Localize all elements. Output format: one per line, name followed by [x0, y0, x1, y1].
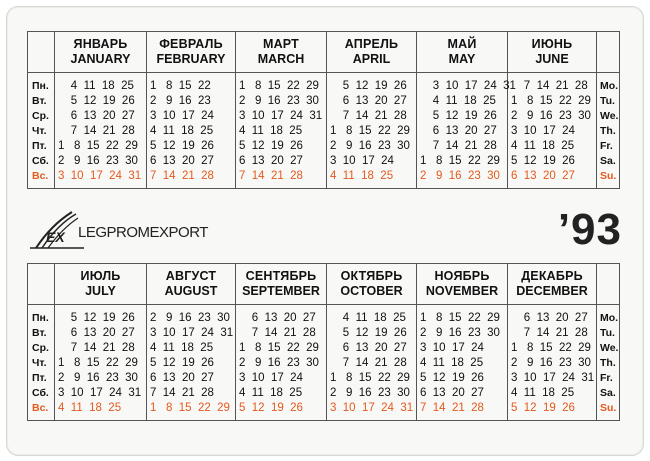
month-header-june: ИЮНЬ JUNE — [508, 32, 597, 73]
calendar-grid-top — [27, 31, 620, 189]
brand-name: LEGPROMEXPORT — [78, 224, 208, 241]
corner-cell — [597, 32, 620, 73]
month-header-april: АПРЕЛЬ APRIL — [327, 32, 417, 73]
corner-cell — [597, 264, 620, 305]
corner-cell — [28, 264, 55, 305]
weekday-labels-en: Mo. Tu. We. Th. Fr. Sa. Su. — [597, 73, 620, 189]
calendar-grid-bottom — [27, 263, 620, 421]
month-days-september: 6 13 20 27 7 14 21 28 1 8 15 22 29 2 9 16 23 30 3 10 17 24 4 11 18 25 5 12 19 26 — [236, 305, 327, 421]
month-header-august: АВГУСТ AUGUST — [147, 264, 236, 305]
month-days-march: 1 8 15 22 29 2 9 16 23 30 3 10 17 24 31 4 11 18 25 5 12 19 26 6 13 20 27 7 14 21 28 — [236, 73, 327, 189]
corner-cell — [28, 32, 55, 73]
month-days-may: 3 10 17 24 31 4 11 18 25 5 12 19 26 6 13 20 27 7 14 21 28 1 8 15 22 29 2 9 16 23 30 — [417, 73, 508, 189]
month-days-october: 4 11 18 25 5 12 19 26 6 13 20 27 7 14 21 28 1 8 15 22 29 2 9 16 23 30 3 10 17 24 31 — [327, 305, 417, 421]
month-header-february: ФЕВРАЛЬ FEBRUARY — [147, 32, 236, 73]
month-days-december: 6 13 20 27 7 14 21 28 1 8 15 22 29 2 9 16 23 30 3 10 17 24 31 4 11 18 25 5 12 19 26 — [508, 305, 597, 421]
month-days-february: 1 8 15 22 2 9 16 23 3 10 17 24 4 11 18 25 5 12 19 26 6 13 20 27 7 14 21 28 — [147, 73, 236, 189]
month-header-march: МАРТ MARCH — [236, 32, 327, 73]
month-header-october: ОКТЯБРЬ OCTOBER — [327, 264, 417, 305]
month-header-july: ИЮЛЬ JULY — [55, 264, 147, 305]
month-header-september: СЕНТЯБРЬ SEPTEMBER — [236, 264, 327, 305]
month-days-november: 1 8 15 22 29 2 9 16 23 30 3 10 17 24 4 11 18 25 5 12 19 26 6 13 20 27 7 14 21 28 — [417, 305, 508, 421]
year-label: ’93 — [557, 205, 622, 254]
svg-text:EX: EX — [46, 229, 65, 245]
month-header-november: НОЯБРЬ NOVEMBER — [417, 264, 508, 305]
month-header-may: МАЙ MAY — [417, 32, 508, 73]
month-days-april: 5 12 19 26 6 13 20 27 7 14 21 28 1 8 15 22 29 2 9 16 23 30 3 10 17 24 4 11 18 25 — [327, 73, 417, 189]
month-header-december: ДЕКАБРЬ DECEMBER — [508, 264, 597, 305]
weekday-labels-ru: Пн. Вт. Ср. Чт. Пт. Сб. Вс. — [28, 73, 55, 189]
month-header-january: ЯНВАРЬ JANUARY — [55, 32, 147, 73]
weekday-labels-ru: Пн. Вт. Ср. Чт. Пт. Сб. Вс. — [28, 305, 55, 421]
month-days-june: 7 14 21 28 1 8 15 22 29 2 9 16 23 30 3 10 17 24 4 11 18 25 5 12 19 26 6 13 20 27 — [508, 73, 597, 189]
month-days-july: 5 12 19 26 6 13 20 27 7 14 21 28 1 8 15 22 29 2 9 16 23 30 3 10 17 24 31 4 11 18 25 — [55, 305, 147, 421]
month-days-january: 4 11 18 25 5 12 19 26 6 13 20 27 7 14 21 28 1 8 15 22 29 2 9 16 23 30 3 10 17 24 31 — [55, 73, 147, 189]
weekday-labels-en: Mo. Tu. We. Th. Fr. Sa. Su. — [597, 305, 620, 421]
month-days-august: 2 9 16 23 30 3 10 17 24 31 4 11 18 25 5 12 19 26 6 13 20 27 7 14 21 28 1 8 15 22 29 — [147, 305, 236, 421]
